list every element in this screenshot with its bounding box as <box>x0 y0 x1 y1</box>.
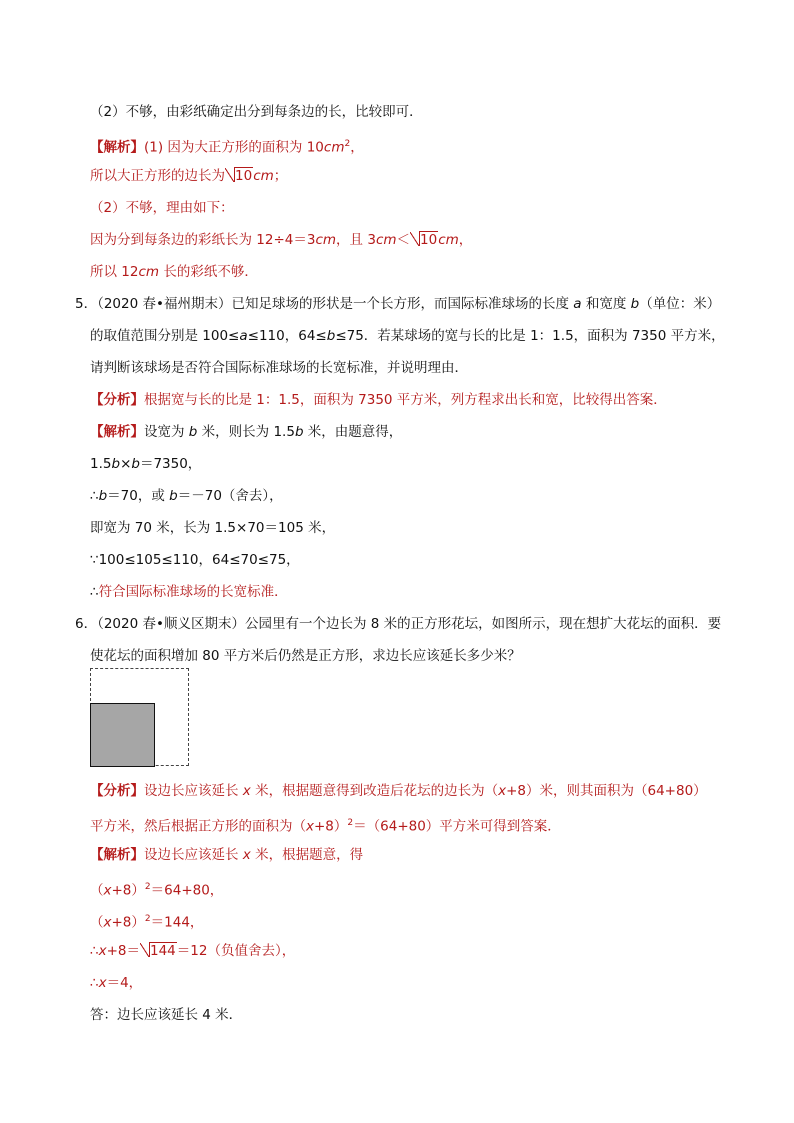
sqrt-symbol: 10 <box>410 230 438 250</box>
q6-solution-line1: 【解析】设边长应该延长 x 米，根据题意，得 <box>90 847 364 863</box>
question-number: 6． <box>75 616 98 632</box>
q4-solution-line3: （2）不够，理由如下： <box>90 200 234 216</box>
q6-analysis-line2: 平方米，然后根据正方形的面积为$(x+8)^2=(64+80)$平方米可得到答案． <box>90 818 561 835</box>
q4-solution-line5: 所以 12cm 长的彩纸不够． <box>90 264 258 280</box>
original-square <box>90 703 155 767</box>
q6-solution-line2: $(x+8)^2=64+80$， <box>90 882 224 899</box>
solution-tag: 【解析】 <box>90 139 144 156</box>
question-number: 5． <box>75 296 98 312</box>
q4-solution-line4: 因为分到每条边的彩纸长为 12÷4＝3cm，且 3cm＜ 10cm， <box>90 232 473 248</box>
q4-solution-line1: 【解析】(1) 因为大正方形的面积为 $10cm^2$， <box>90 139 364 156</box>
solution-tag: 【解析】 <box>90 424 144 440</box>
q5-solution-line3: ∴b＝70，或 b＝－70（舍去）， <box>90 488 283 504</box>
sqrt-symbol: 10 <box>225 166 253 186</box>
q4-analysis-part2: （2）不够，由彩纸确定出分到每条边的长，比较即可． <box>90 104 423 120</box>
sqrt-symbol: 144 <box>140 941 177 961</box>
solution-tag: 【解析】 <box>90 847 144 863</box>
q5-analysis: 【分析】根据宽与长的比是 1：1.5，面积为 7350 平方米，列方程求出长和宽，比较得出答案． <box>90 392 667 408</box>
q5-solution-line1: 【解析】设宽为 b 米，则长为 1.5b 米，由题意得， <box>90 424 403 440</box>
analysis-tag: 【分析】 <box>90 392 144 408</box>
q5-statement-line3: 请判断该球场是否符合国际标准球场的长宽标准，并说明理由． <box>90 360 468 376</box>
q6-analysis-line1: 【分析】设边长应该延长 x 米，根据题意得到改造后花坛的边长为（x+8）米，则其面积为（64+80） <box>90 783 707 799</box>
q5-solution-line4: 即宽为 70 米，长为 1.5×70＝105 米， <box>90 520 336 536</box>
q4-solution-line2: 所以大正方形的边长为 10cm； <box>90 168 288 184</box>
q6-answer: 答：边长应该延长 4 米． <box>90 1007 243 1023</box>
flowerbed-figure <box>90 668 189 766</box>
q5-solution-line2: 1.5b×b＝7350， <box>90 456 202 472</box>
q5-statement-line2: 的取值范围分别是 100≤a≤110，64≤b≤75．若某球场的宽与长的比是 1：1.5，面积为 7350 平方米， <box>90 328 725 344</box>
q5-statement-line1: 5．（2020 春•福州期末）已知足球场的形状是一个长方形，而国际标准球场的长度 a 和宽度 b（单位：米） <box>75 296 721 312</box>
q6-solution-line3: $(x+8)^2=144$， <box>90 914 204 931</box>
q6-solution-line4: ∴x+8＝ 144＝12（负值舍去）， <box>90 943 296 959</box>
q5-solution-line6: ∴符合国际标准球场的长宽标准． <box>90 584 288 600</box>
analysis-tag: 【分析】 <box>90 783 144 799</box>
q5-solution-line5: ∵100≤105≤110，64≤70≤75， <box>90 552 300 568</box>
q6-statement-line2: 使花坛的面积增加 80 平方米后仍然是正方形，求边长应该延长多少米？ <box>90 648 521 664</box>
q6-statement-line1: 6．（2020 春•顺义区期末）公园里有一个边长为 8 米的正方形花坛，如图所示，现在想扩大花坛的面积．要 <box>75 616 722 632</box>
q6-solution-line5: ∴x＝4， <box>90 975 143 991</box>
